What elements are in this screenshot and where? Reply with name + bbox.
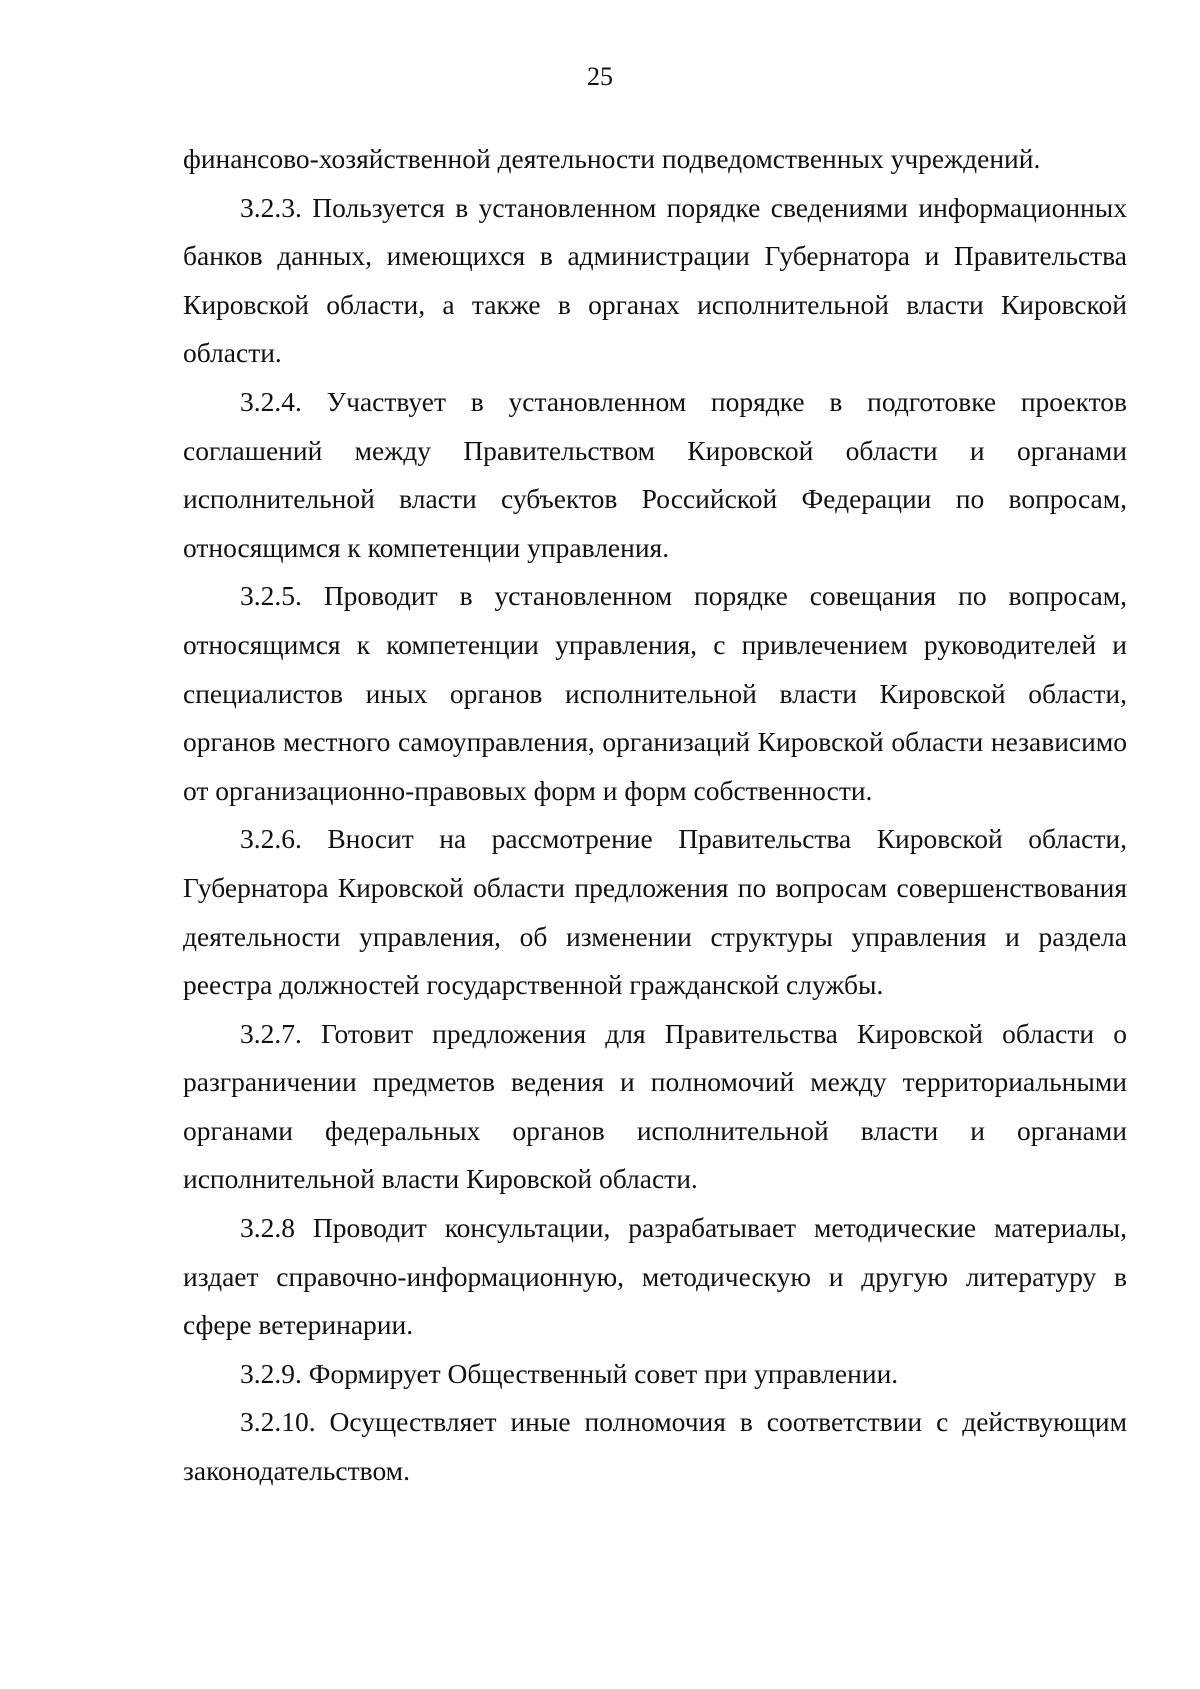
paragraph-continuation: финансово-хозяйственной деятельности подведомственных учреждений. [183,143,1041,174]
paragraph-3-2-7: 3.2.7. Готовит предложения для Правительства Кировской области о разграничении предметов ведения и полномочий между территориальными органами федеральных органов исполнительной власти и органами исполнительной власти Кировской области. [183,1017,1127,1195]
paragraph-3-2-6: 3.2.6. Вносит на рассмотрение Правительства Кировской области, Губернатора Кировской области предложения по вопросам совершенствования деятельности управления, об изменении структуры управления и раздела реестра должностей государственной гражданской службы. [183,823,1127,1001]
document-body [183,135,1127,1496]
paragraph-3-2-4: 3.2.4. Участвует в установленном порядке в подготовке проектов соглашений между Правительством Кировской области и органами исполнительной власти субъектов Российской Федерации по вопросам, относящимся к компетенции управления. [183,385,1127,563]
paragraph-3-2-10: 3.2.10. Осуществляет иные полномочия в соответствии с действующим законодательством. [183,1406,1127,1487]
paragraph-3-2-5: 3.2.5. Проводит в установленном порядке совещания по вопросам, относящимся к компетенции управления, с привлечением руководителей и специалистов иных органов исполнительной власти Кировской области, органов местного самоуправления, организаций Кировской области независимо от организационно-правовых форм и форм собственности. [183,580,1127,806]
paragraph-3-2-9: 3.2.9. Формирует Общественный совет при управлении. [240,1357,899,1389]
paragraph-3-2-3: 3.2.3. Пользуется в установленном порядке сведениями информационных банков данных, имеющихся в администрации Губернатора и Правительства Кировской области, а также в органах исполнительной власти Кировской области. [183,191,1127,369]
page-number: 25 [587,62,613,91]
paragraph-3-2-8: 3.2.8 Проводит консультации, разрабатывает методические материалы, издает справочно-информационную, методическую и другую литературу в сфере ветеринарии. [183,1212,1127,1341]
